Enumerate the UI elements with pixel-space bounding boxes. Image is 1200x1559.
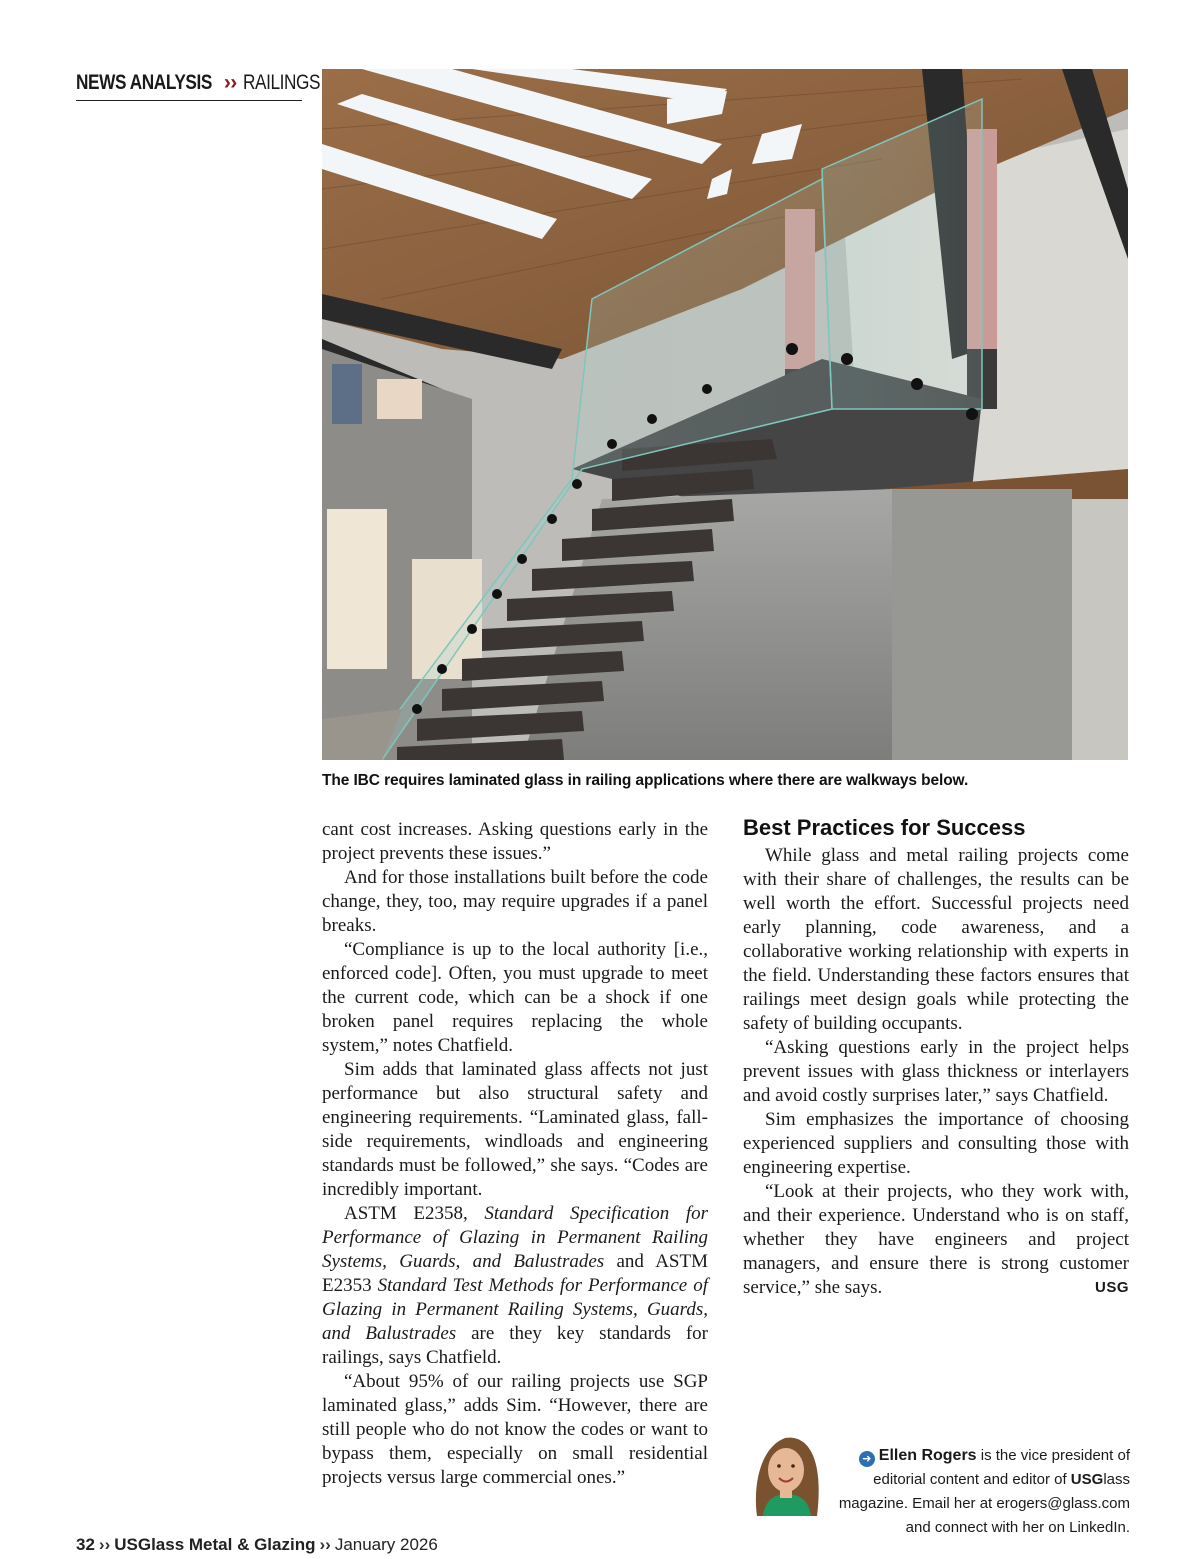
standard-title: Standard Test Methods for Performance of Glazing in Permanent Railing Systems, Guards, and Balustrades (322, 1275, 708, 1344)
section-header (76, 70, 320, 101)
paragraph: cant cost increases. Asking questions early in the project prevents these issues.” (322, 819, 708, 864)
paragraph: ASTM E2358, Standard Specification for Performance of Glazing in Permanent Railing Systems, Guards, and Balustrades and ASTM E2353 Standard Test Methods for Performance of Glazing in Permanent Railing Systems, Guards, and Balustrades are they key standards for railings, says Chatfield. (322, 1203, 709, 1368)
end-mark: USG (1094, 1279, 1129, 1296)
section-label: NEWS ANALYSIS (76, 71, 212, 94)
section-chevron-icon: ›› (223, 71, 237, 94)
paragraph: And for those installations built before the code change, they, too, may require upgrades if a panel breaks. (322, 867, 708, 936)
author-name: Ellen Rogers (878, 1447, 977, 1464)
paragraph: “Compliance is up to the local authority [i.e., enforced code]. Often, you must upgrade to meet the current code, which can be a shock if one broken panel requires replacing the whole system,” notes Chatfield. (322, 939, 708, 1056)
staircase-photo (322, 69, 1128, 760)
author-avatar (743, 1428, 829, 1516)
magazine-name: USGlass Metal & Glazing (114, 1535, 316, 1554)
footer-chevron-icon: ›› (98, 1535, 111, 1554)
subhead: Best Practices for Success (743, 815, 1026, 840)
subsection-label: RAILINGS (242, 71, 320, 94)
issue-date: January 2026 (334, 1535, 438, 1554)
right-column (743, 814, 1129, 1300)
paragraph: While glass and metal railing projects come with their share of challenges, the results can be well worth the effort. Successful projects need early planning, code awareness, and a collaborative working relationship with experts in the field. Understanding these factors ensures that railings meet design goals while protecting the safety of building occupants. (743, 845, 1129, 1034)
page-footer (76, 1535, 438, 1555)
paragraph: “About 95% of our railing projects use SGP laminated glass,” adds Sim. “However, there are still people who do not know the codes or want to bypass them, especially on small residential projects versus large commercial ones.” (322, 1371, 708, 1488)
page-number: 32 (76, 1535, 95, 1554)
footer-chevron-icon: ›› (319, 1535, 331, 1554)
arrow-right-icon: ➜ (859, 1451, 875, 1467)
photo-caption: The IBC requires laminated glass in railing applications where there are walkways below. (322, 772, 969, 789)
author-bio: ➜ Ellen Rogers is the vice president of editorial content and editor of USGlass magazine. Email her at erogers@glass.com and connect with her on LinkedIn. (838, 1447, 1130, 1536)
paragraph: “Look at their projects, who they work with, and their experience. Understand who is on staff, whether they have engineers and project managers, and ensure there is strong customer service,” she says. USG (743, 1181, 1129, 1298)
standard-title: Standard Specification for Performance of Glazing in Permanent Railing Systems, Guards, and Balustrades (322, 1203, 708, 1272)
paragraph: “Asking questions early in the project helps prevent issues with glass thickness or interlayers and avoid costly surprises later,” says Chatfield. (743, 1037, 1129, 1106)
paragraph: Sim emphasizes the importance of choosing experienced suppliers and consulting those with engineering expertise. (743, 1109, 1129, 1178)
paragraph: Sim adds that laminated glass affects not just performance but also structural safety and engineering requirements. “Laminated glass, fall-side requirements, windloads and engineering standards must be followed,” she says. “Codes are incredibly important. (322, 1059, 708, 1200)
left-column (322, 818, 708, 1490)
brand-usg: USG (1070, 1471, 1104, 1488)
